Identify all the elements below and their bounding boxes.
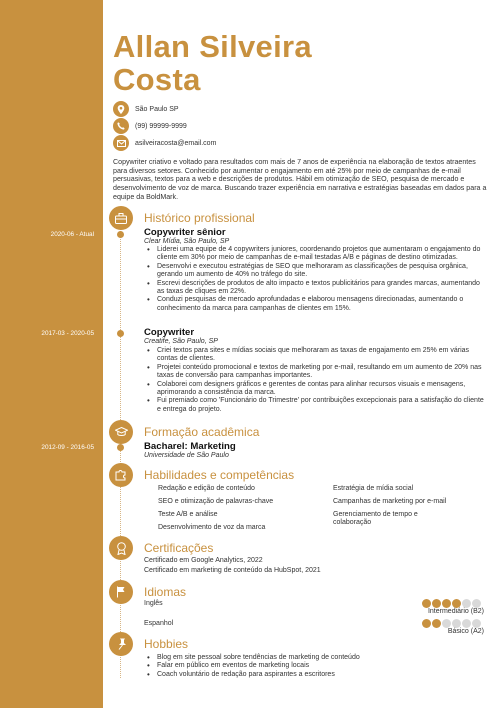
skill-item: Gerenciamento de tempo e colaboração (333, 511, 418, 527)
list-item: • Liderei uma equipe de 4 copywriters juniores, coordenando projetos que aumentaram o engajamento do cliente em 30% por meio de campanhas de e-mail testadas A/B e páginas de destino otimizadas. (144, 246, 484, 263)
contact-location (113, 101, 179, 117)
timeline-dot (117, 231, 124, 238)
award-medal-icon (109, 536, 133, 560)
email-text[interactable]: asilveiracosta@email.com (135, 139, 217, 147)
language-level-dots (422, 599, 481, 608)
section-title-education: Formação acadêmica (144, 425, 260, 439)
list-item: • Blog em site pessoal sobre tendências de marketing de conteúdo (144, 654, 484, 662)
section-title-experience: Histórico profissional (144, 211, 255, 225)
email-icon (113, 135, 129, 151)
name-line-1: Allan Silveira (113, 29, 312, 64)
puzzle-icon (109, 463, 133, 487)
section-title-skills: Habilidades e competências (144, 468, 295, 482)
level-dot-filled (422, 619, 431, 628)
job-title-2: Copywriter (144, 327, 195, 338)
job-date-2: 2017-03 - 2020-05 (41, 330, 94, 337)
timeline-dot (117, 444, 124, 451)
left-sidebar-band (0, 0, 103, 708)
list-item: • Colaborei com designers gráficos e gerentes de contas para alinhar recursos visuais e mensagens, aprimorando a consistência da marca. (144, 381, 484, 398)
phone-text: (99) 99999-9999 (135, 122, 187, 130)
level-dot-filled (432, 619, 441, 628)
level-dot-empty (472, 619, 481, 628)
level-dot-empty (472, 599, 481, 608)
name-line-2: Costa (113, 62, 201, 97)
list-item: • Desenvolvi e executou estratégias de SEO que melhoraram as classificações de pesquisa orgânica, gerando um aumento de 40% no tráfego do site. (144, 263, 484, 280)
job-bullets-1 (144, 246, 484, 313)
candidate-name (113, 30, 312, 96)
skill-item: Campanhas de marketing por e-mail (333, 498, 447, 505)
pushpin-icon (109, 632, 133, 656)
education-degree: Bacharel: Marketing (144, 441, 236, 452)
level-dot-empty (442, 619, 451, 628)
level-dot-filled (452, 599, 461, 608)
education-date: 2012-09 - 2016-05 (41, 444, 94, 451)
location-icon (113, 101, 129, 117)
language-name: Espanhol (144, 620, 174, 627)
job-company-2: Creatife, São Paulo, SP (144, 338, 218, 345)
level-dot-filled (442, 599, 451, 608)
phone-icon (113, 118, 129, 134)
language-level-dots (422, 619, 481, 628)
list-item: • Conduzi pesquisas de mercado aprofundadas e elaborou mensagens direcionadas, aumentando o conhecimento da marca para campanhas de clientes em 15%. (144, 296, 484, 313)
education-school: Universidade de São Paulo (144, 452, 229, 459)
job-title-1: Copywriter sênior (144, 227, 226, 238)
skill-item: Estratégia de mídia social (333, 485, 414, 492)
certification-item: Certificado em marketing de conteúdo da HubSpot, 2021 (144, 567, 321, 574)
certification-item: Certificado em Google Analytics, 2022 (144, 557, 263, 564)
list-item: • Projetei conteúdo promocional e textos de marketing por e-mail, resultando em um aumento de 20% nas taxas de conversão para campanhas importantes. (144, 364, 484, 381)
timeline-dot (117, 330, 124, 337)
skill-item: Redação e edição de conteúdo (158, 485, 255, 492)
job-date-1: 2020-06 - Atual (50, 231, 94, 238)
hobbies-list (144, 654, 484, 679)
language-level-label: Básico (A2) (447, 628, 484, 635)
section-title-certifications: Certificações (144, 541, 214, 555)
list-item: • Fui premiado como 'Funcionário do Trimestre' por contribuições excepcionais para a satisfação do cliente e entrega do projeto. (144, 397, 484, 414)
language-name: Inglês (144, 600, 163, 607)
level-dot-filled (432, 599, 441, 608)
briefcase-icon (109, 206, 133, 230)
language-level-label: Intermediário (B2) (427, 608, 484, 615)
job-bullets-2 (144, 347, 484, 414)
level-dot-empty (462, 619, 471, 628)
professional-summary: Copywriter criativo e voltado para resultados com mais de 7 anos de experiência na elaboração de textos atraentes para diversos setores. Conhecido por aumentar o engajamento em até 25% por meio de campanhas de e-mail persuasivas, textos para a web e descrições de produtos. Hábil em otimização de SEO, pesquisa de mercado e desenvolvimento de voz de marca. Buscando trazer experiência em narrativa e estratégias baseadas em dados para a equipe da BoldMark. (113, 158, 487, 201)
section-title-languages: Idiomas (144, 585, 187, 599)
skill-item: Teste A/B e análise (158, 511, 218, 518)
skill-item: Desenvolvimento de voz da marca (158, 524, 266, 531)
contact-email[interactable] (113, 135, 216, 151)
list-item: • Coach voluntário de redação para aspirantes a escritores (144, 671, 484, 679)
level-dot-empty (462, 599, 471, 608)
flag-icon (109, 580, 133, 604)
level-dot-filled (422, 599, 431, 608)
location-text: São Paulo SP (135, 105, 179, 113)
graduation-cap-icon (109, 420, 133, 444)
skill-item: SEO e otimização de palavras-chave (158, 498, 274, 505)
list-item: • Escrevi descrições de produtos de alto impacto e textos publicitários para grandes marcas, aumentando as taxas de cliques em 22%. (144, 280, 484, 297)
level-dot-empty (452, 619, 461, 628)
job-company-1: Clear Mídia, São Paulo, SP (144, 238, 230, 245)
list-item: • Falar em público em eventos de marketing locais (144, 662, 484, 670)
section-title-hobbies: Hobbies (144, 637, 189, 651)
contact-phone (113, 118, 187, 134)
list-item: • Criei textos para sites e mídias sociais que melhoraram as taxas de engajamento em 25% em várias contas de clientes. (144, 347, 484, 364)
